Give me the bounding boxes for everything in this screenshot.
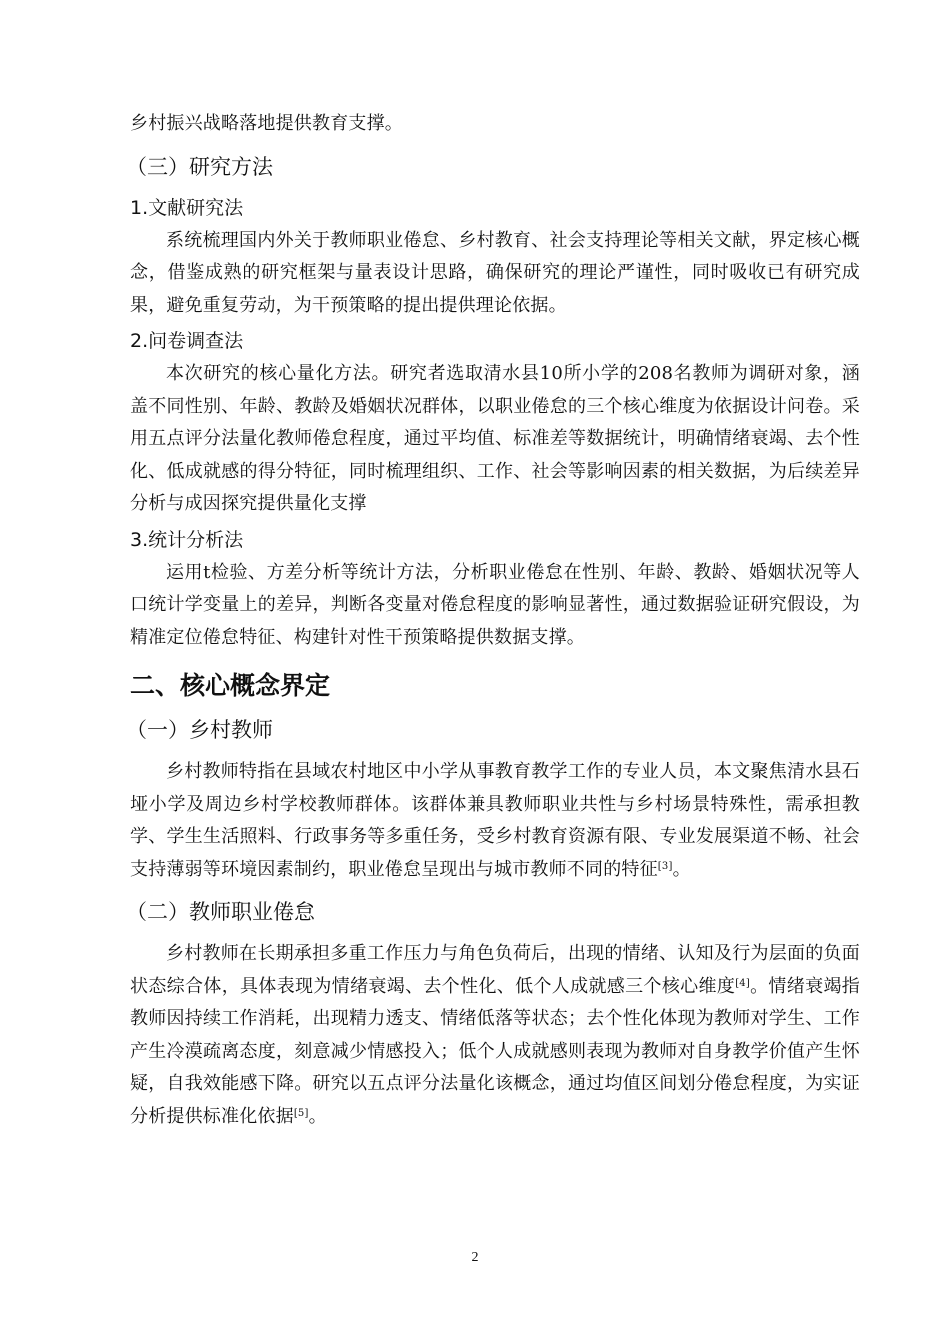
method-paragraph-questionnaire: 本次研究的核心量化方法。研究者选取清水县10所小学的208名教师为调研对象，涵盖不同性别、年龄、教龄及婚姻状况群体，以职业倦怠的三个核心维度为依据设计问卷。采用五点评分法量化教师倦怠程度，通过平均值、标准差等数据统计，明确情绪衰竭、去个性化、低成就感的得分特征，同时梳理组织、工作、社会等影响因素的相关数据，为后续差异分析与成因探究提供量化支撑 (130, 363, 860, 514)
paragraph-end: 。 (672, 858, 691, 880)
citation-ref: [4] (735, 977, 750, 989)
method-paragraph-statistics: 运用t检验、方差分析等统计方法，分析职业倦怠在性别、年龄、教龄、婚姻状况等人口统计学变量上的差异，判断各变量对倦怠程度的影响显著性，通过数据验证研究假设，为精准定位倦怠特征、构建针对性干预策略提供数据支撑。 (130, 561, 860, 648)
paragraph-text: 乡村教师在长期承担多重工作压力与角色负荷后，出现的情绪、认知及行为层面的负面状态综合体，具体表现为情绪衰竭、去个性化、低个人成就感三个核心维度 (130, 943, 860, 997)
paragraph-rural-teachers (130, 756, 860, 886)
citation-ref: [3] (657, 860, 673, 872)
page-content (126, 108, 860, 1133)
subsection-heading-rural-teachers: （一）乡村教师 (126, 718, 273, 742)
method-heading-statistics: 3.统计分析法 (130, 528, 244, 551)
method-heading-questionnaire: 2.问卷调查法 (130, 330, 244, 352)
paragraph-teacher-burnout (130, 938, 860, 1133)
section-heading-research-methods: （三）研究方法 (126, 154, 273, 179)
paragraph-end: 。 (308, 1105, 327, 1127)
paragraph-text: 。情绪衰竭指教师因持续工作消耗，出现精力透支、情绪低落等状态；去个性化体现为教师对学生、工作产生冷漠疏离态度，刻意减少情感投入；低个人成就感则表现为教师对自身教学价值产生怀疑，自我效能感下降。研究以五点评分法量化该概念，通过均值区间划分倦怠程度，为实证分析提供标准化依据 (130, 975, 860, 1127)
paragraph-text: 乡村教师特指在县域农村地区中小学从事教育教学工作的专业人员，本文聚焦清水县石垭小学及周边乡村学校教师群体。该群体兼具教师职业共性与乡村场景特殊性，需承担教学、学生生活照料、行政事务等多重任务，受乡村教育资源有限、专业发展渠道不畅、社会支持薄弱等环境因素制约，职业倦怠呈现出与城市教师不同的特征 (130, 761, 860, 880)
method-heading-literature: 1.文献研究法 (130, 196, 244, 219)
page-number: 2 (471, 1250, 479, 1265)
citation-ref: [5] (293, 1107, 309, 1119)
chapter-heading-core-concepts: 二、核心概念界定 (130, 671, 331, 700)
method-paragraph-literature: 系统梳理国内外关于教师职业倦怠、乡村教育、社会支持理论等相关文献，界定核心概念，借鉴成熟的研究框架与量表设计思路，确保研究的理论严谨性，同时吸收已有研究成果，避免重复劳动，为干预策略的提出提供理论依据。 (130, 229, 860, 316)
subsection-heading-teacher-burnout: （二）教师职业倦怠 (126, 900, 315, 924)
intro-tail-paragraph: 乡村振兴战略落地提供教育支撑。 (130, 113, 403, 134)
